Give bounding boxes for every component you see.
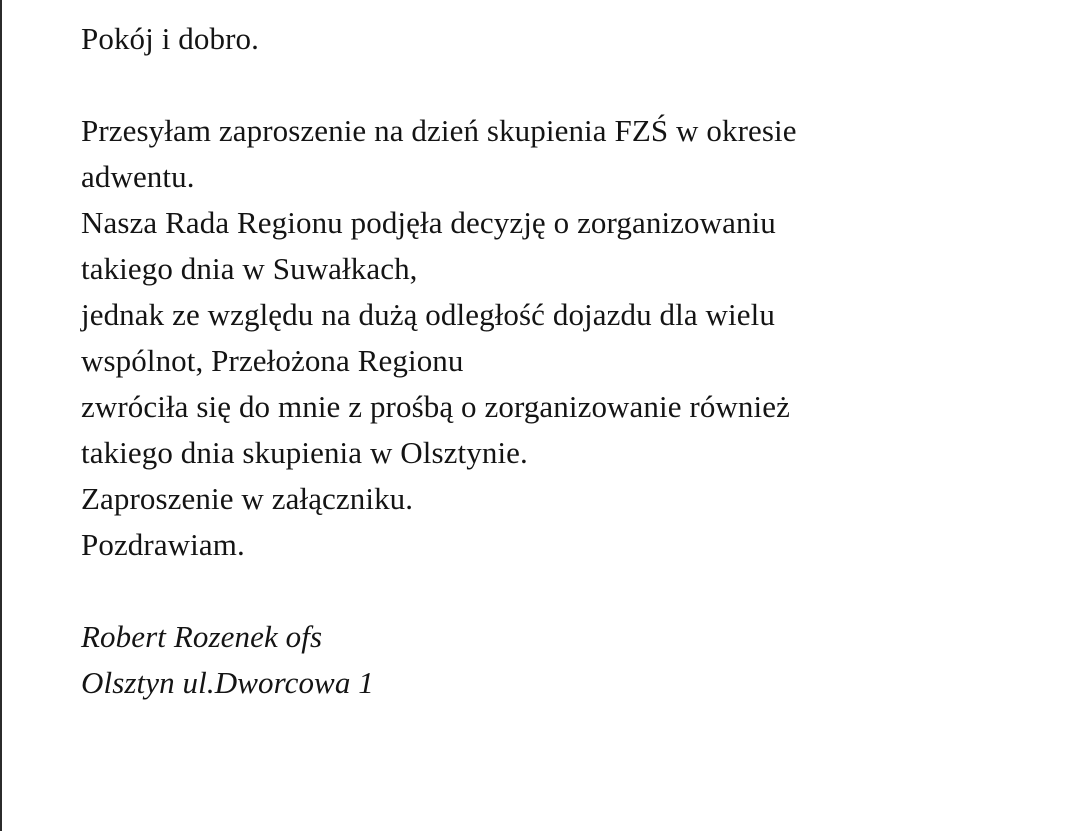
body-line-1: Przesyłam zaproszenie na dzień skupienia FZŚ w okresie — [81, 113, 797, 148]
body-line-3: Nasza Rada Regionu podjęła decyzję o zorganizowaniu — [81, 205, 776, 240]
body-line-6: wspólnot, Przełożona Regionu — [81, 343, 464, 378]
body-line-7: zwróciła się do mnie z prośbą o zorganizowanie również — [81, 389, 790, 424]
body-line-10: Pozdrawiam. — [81, 527, 245, 562]
email-body — [81, 16, 1041, 706]
blank-line — [81, 568, 1041, 614]
blank-line — [81, 62, 1041, 108]
left-border-divider — [0, 0, 2, 831]
body-line-9: Zaproszenie w załączniku. — [81, 481, 414, 516]
signature-block — [81, 614, 1041, 706]
body-line-8: takiego dnia skupienia w Olsztynie. — [81, 435, 528, 470]
body-line-2: adwentu. — [81, 159, 195, 194]
greeting-line: Pokój i dobro. — [81, 21, 259, 56]
body-line-5: jednak ze względu na dużą odległość dojazdu dla wielu — [81, 297, 775, 332]
body-line-4: takiego dnia w Suwałkach, — [81, 251, 418, 286]
signature-name: Robert Rozenek ofs — [81, 619, 323, 654]
signature-address: Olsztyn ul.Dworcowa 1 — [81, 665, 374, 700]
